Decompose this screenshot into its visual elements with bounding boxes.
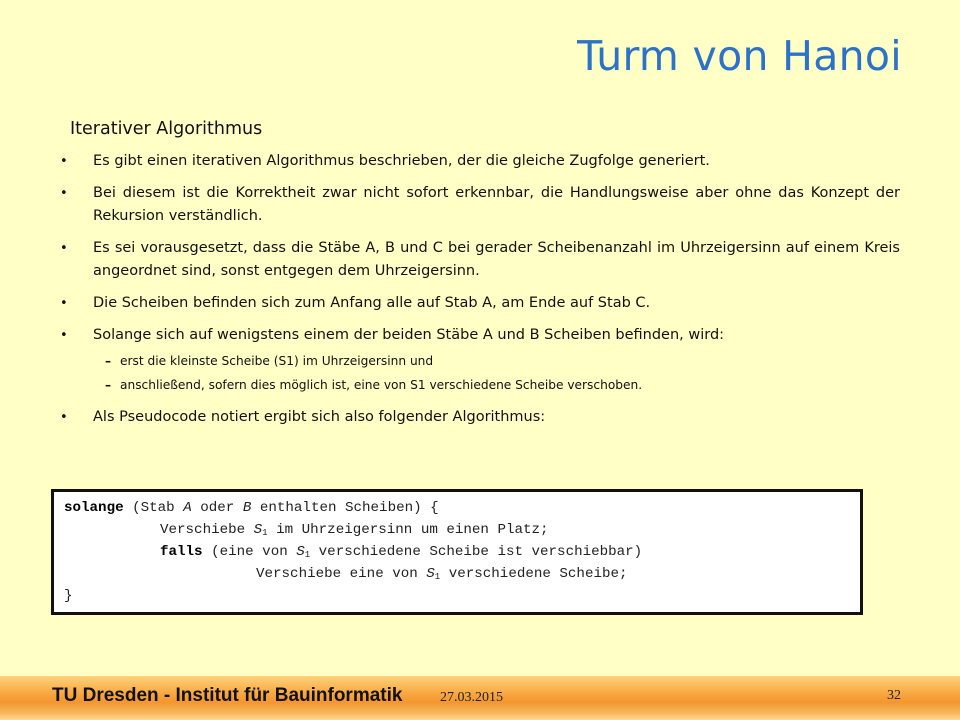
sub-bullet-item <box>93 373 900 397</box>
code-subscript: 1 <box>304 550 311 560</box>
code-var: S <box>296 544 305 560</box>
bullet-text: Die Scheiben befinden sich zum Anfang alle auf Stab A, am Ende auf Stab C. <box>93 295 651 311</box>
bullet-text: Solange sich auf wenigstens einem der beiden Stäbe A und B Scheiben befinden, wird: <box>93 327 725 343</box>
bullet-item <box>60 406 900 429</box>
bullet-item <box>60 292 900 315</box>
code-keyword: solange <box>64 500 124 516</box>
bullet-dot-icon: • <box>60 186 68 201</box>
footer-date: 27.03.2015 <box>440 690 503 705</box>
code-text: im Uhrzeigersinn um einen Platz; <box>267 522 549 538</box>
code-text: (eine von <box>202 544 297 560</box>
code-var: B <box>242 500 252 516</box>
sub-bullet-text: anschließend, sofern dies möglich ist, eine von S1 verschiedene Scheibe verschoben. <box>120 378 643 392</box>
code-line-2 <box>160 519 549 541</box>
bullet-dot-icon: • <box>60 241 68 256</box>
code-subscript: 1 <box>262 528 268 538</box>
page-number: 32 <box>887 688 901 703</box>
bullet-dot-icon: • <box>60 410 68 425</box>
sub-bullet-text: erst die kleinste Scheibe (S1) im Uhrzeigersinn und <box>120 354 434 368</box>
pseudocode-box <box>51 489 863 615</box>
bullet-item <box>60 324 900 397</box>
code-line-1 <box>64 497 439 519</box>
bullet-item <box>60 237 900 283</box>
code-text: verschiedene Scheibe; <box>440 566 628 582</box>
code-var: A <box>183 500 192 516</box>
bullet-list <box>60 150 900 438</box>
bullet-text: Es sei vorausgesetzt, dass die Stäbe A, B und C bei gerader Scheibenanzahl im Uhrzeigersinn auf einem Kreis angeordnet sind, sonst entgegen dem Uhrzeigersinn. <box>93 240 900 279</box>
code-subscript: 1 <box>434 572 441 582</box>
bullet-dot-icon: • <box>60 154 68 169</box>
bullet-dot-icon: • <box>60 328 68 343</box>
slide-title: Turm von Hanoi <box>577 32 902 80</box>
code-keyword: falls <box>160 544 203 560</box>
bullet-text: Es gibt einen iterativen Algorithmus beschrieben, der die gleiche Zugfolge generiert. <box>93 153 710 169</box>
bullet-item <box>60 150 900 173</box>
code-text: (Stab <box>123 500 184 516</box>
sub-bullet-list <box>93 349 900 397</box>
code-text: Verschiebe <box>160 522 254 538</box>
bullet-text: Bei diesem ist die Korrektheit zwar nicht sofort erkennbar, die Handlungsweise aber ohne das Konzept der Rekursion verständlich. <box>93 185 900 224</box>
bullet-dot-icon: • <box>60 296 68 311</box>
footer-institution: TU Dresden - Institut für Bauinformatik <box>52 685 403 706</box>
bullet-text: Als Pseudocode notiert ergibt sich also folgender Algorithmus: <box>93 409 546 425</box>
bullet-item <box>60 182 900 228</box>
slide-subtitle: Iterativer Algorithmus <box>70 119 263 139</box>
code-line-3 <box>160 541 642 563</box>
dash-icon: – <box>105 354 112 368</box>
dash-icon: – <box>105 378 112 392</box>
sub-bullet-item <box>93 349 900 373</box>
code-text: verschiedene Scheibe ist verschiebbar) <box>310 544 643 560</box>
code-line-4 <box>256 563 628 585</box>
code-text: enthalten Scheiben) { <box>251 500 439 516</box>
code-text: Verschiebe eine von <box>256 566 427 582</box>
code-line-5: } <box>64 588 73 604</box>
code-var: S <box>253 522 263 538</box>
code-var: S <box>426 566 435 582</box>
code-text: oder <box>191 500 243 516</box>
